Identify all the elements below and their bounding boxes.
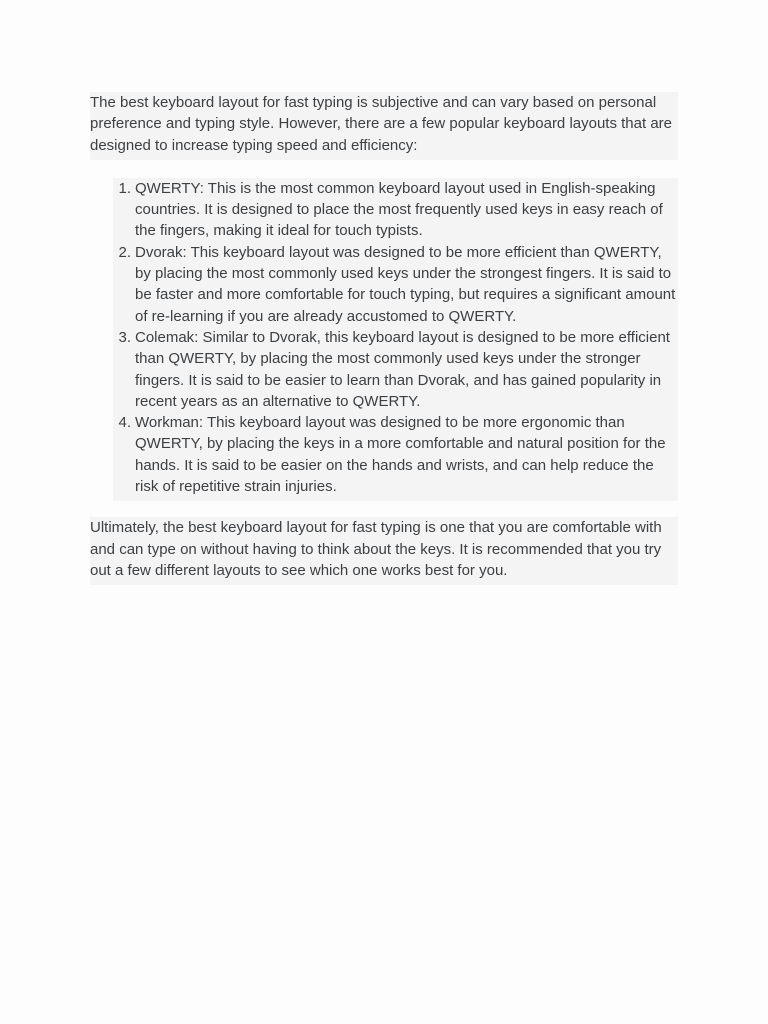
list-item-text: Colemak: Similar to Dvorak, this keyboard layout is designed to be more efficient than QWERTY, by placing the most commonly used keys under the stronger fingers. It is said to be easier to learn than Dvorak, and has gained popularity in recent years as an alternative to QWERTY. [135,328,670,410]
list-item-text: QWERTY: This is the most common keyboard layout used in English-speaking countries. It is designed to place the most frequently used keys in easy reach of the fingers, making it ideal for touch typists. [135,179,663,240]
list-item-text: Workman: This keyboard layout was designed to be more ergonomic than QWERTY, by placing the keys in a more comfortable and natural position for the hands. It is said to be easier on the hands and wrists, and can help reduce the risk of repetitive strain injuries. [135,414,666,496]
list-item [118,327,678,412]
keyboard-layout-list [113,178,678,501]
list-item-number: 3. [118,328,131,346]
list-item-number: 1. [118,179,131,197]
list-item [118,412,678,497]
list-item [118,242,678,327]
document-body [90,92,678,585]
intro-paragraph: The best keyboard layout for fast typing is subjective and can vary based on personal preference and typing style. However, there are a few popular keyboard layouts that are designed to increase typing speed and efficiency: [90,92,678,160]
list-item-text: Dvorak: This keyboard layout was designed to be more efficient than QWERTY, by placing the most commonly used keys under the strongest fingers. It is said to be faster and more comfortable for touch typing, but requires a significant amount of re-learning if you are already accustomed to QWERTY. [135,243,676,325]
list-item [118,178,678,242]
list-item-number: 4. [118,414,131,432]
list-item-number: 2. [118,243,131,261]
conclusion-paragraph: Ultimately, the best keyboard layout for fast typing is one that you are comfortable with and can type on without having to think about the keys. It is recommended that you try out a few different layouts to see which one works best for you. [90,517,678,585]
